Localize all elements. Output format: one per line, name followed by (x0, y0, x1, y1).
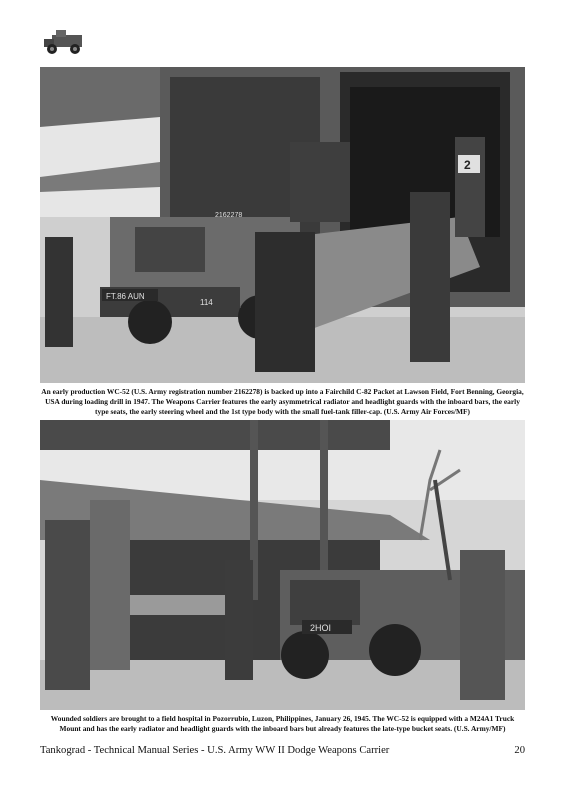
page-number: 20 (514, 745, 525, 756)
photo-field-hospital (40, 420, 525, 710)
crew-jersey-number: 2 (464, 158, 471, 172)
vehicle-plate: FT.86 AUN (106, 292, 145, 301)
photo-caption-1: An early production WC-52 (U.S. Army registration number 2162278) is backed up into a Fairchild C-82 Packet at Lawson Field, Fort Benning, Georgia, USA during loading drill in 1947. The Weapons Carrier features the early asymmetrical radiator and headlight guards with the inboard bars, the early type seats, the early steering wheel and the 1st type body with the small fuel-tank filler-cap. (U.S. Army Air Forces/MF) (41, 387, 524, 416)
photo-caption-2: Wounded soldiers are brought to a field hospital in Pozorrubio, Luzon, Philippines, January 26, 1945. The WC-52 is equipped with a M24A1 Truck Mount and has the early radiator and headlight guards with the inboard bars but already features the late-type bucket seats. (U.S. Army/MF) (50, 714, 515, 733)
page-footer (40, 745, 525, 756)
photo-aircraft-loading (40, 67, 525, 383)
vehicle-plate: 2HOI (310, 623, 332, 633)
bumper-number: 114 (200, 298, 213, 307)
vehicle-logo-icon (40, 28, 90, 56)
series-title: Tankograd - Technical Manual Series - U.S. Army WW II Dodge Weapons Carrier (40, 745, 390, 756)
hood-number: 2162278 (215, 212, 243, 219)
